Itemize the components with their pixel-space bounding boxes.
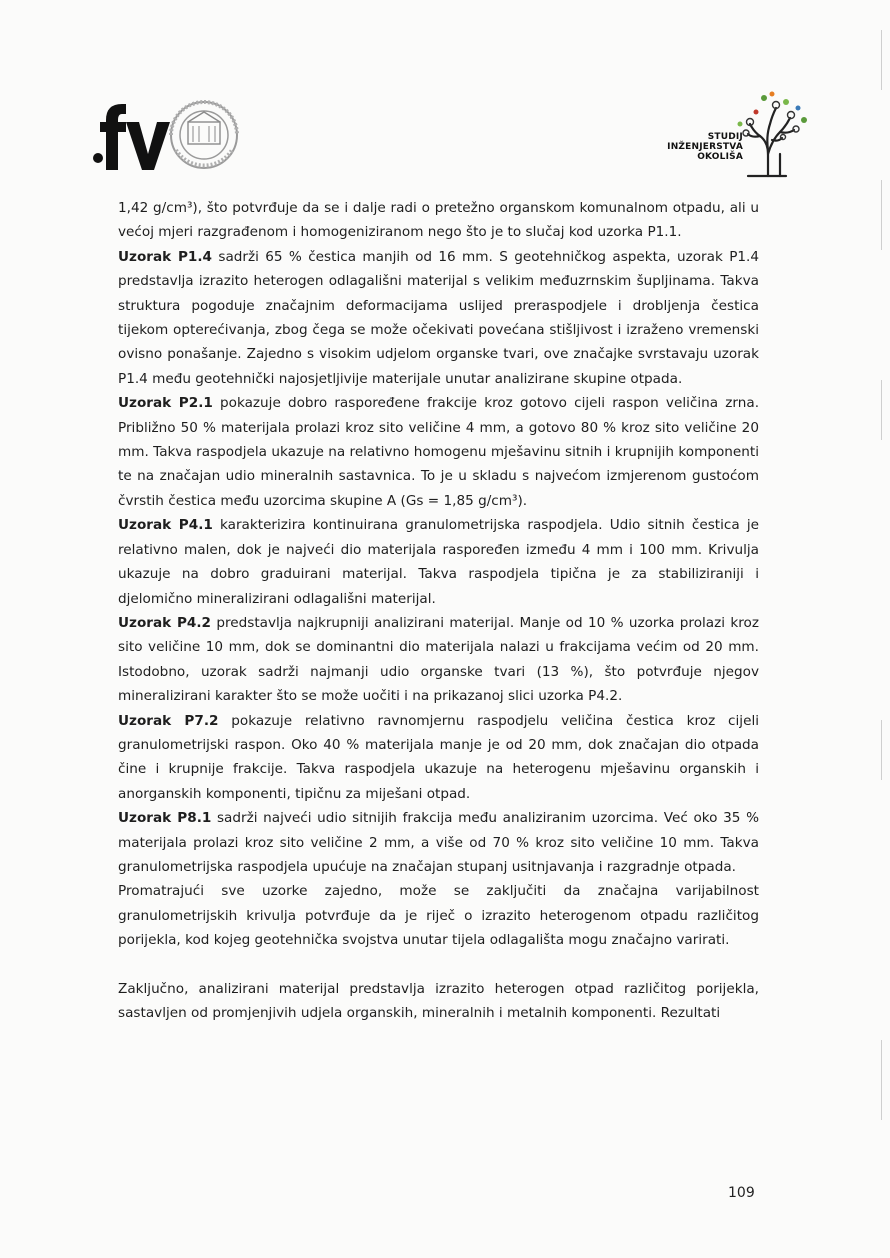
paragraph-text: pokazuje relativno ravnomjernu raspodjelu veličina čestica kroz cijeli granulometrijski raspon. Oko 40 % materijala manje je od 20 mm, dok značajan dio otpada čine i krupnije frakcije. Takva raspodjela ukazuje na heterogenu mješavinu organskih i anorganskih komponenti, tipičnu za miješani otpad. — [118, 712, 760, 802]
sample-label: Uzorak P4.2 — [118, 614, 211, 631]
logo-line-2: INŽENJERSTVA — [667, 142, 743, 152]
scan-edge-artifact — [881, 30, 882, 90]
sample-label: Uzorak P1.4 — [118, 248, 213, 265]
sample-label: Uzorak P2.1 — [118, 395, 213, 412]
tree-icon — [668, 84, 818, 179]
scan-edge-artifact — [881, 720, 882, 780]
paragraph-text: pokazuje dobro raspoređene frakcije kroz gotovo cijeli raspon veličina zrna. Približno 50 % materijala prolazi kroz sito veličine 4 mm, a gotovo 80 % kroz sito veličine 20 mm. Takva raspodjela ukazuje na relativno homogenu mješavinu sitnih i krupnijih komponenti te na značajan udio mineralnih sastavnica. To je u skladu s najvećom izmjerenom gustoćom čvrstih čestica među uzorcima skupine A (Gs = 1,85 g/cm³). — [118, 395, 760, 509]
paragraph — [118, 977, 759, 1026]
program-logo — [668, 84, 818, 179]
paragraph-text: sadrži 65 % čestica manjih od 16 mm. S geotehničkog aspekta, uzorak P1.4 predstavlja izrazito heterogen odlagališni materijal s velikim međuzrnskim šupljinama. Takva struktura pogoduje značajnim deformacijama uslijed preraspodjele i drobljenja čestica tijekom opterećivanja, zbog čega se može očekivati povećana stišljivost i izraženo vremenski ovisno ponašanje. Zajedno s visokim udjelom organske tvari, ove značajke svrstavaju uzorak P1.4 među geotehnički najosjetljivije materijale unutar analizirane skupine otpada. — [118, 248, 760, 387]
fv-letters — [93, 104, 170, 170]
faculty-logo — [92, 96, 240, 174]
logo-line-1: STUDIJ — [707, 132, 743, 142]
paragraph — [118, 709, 759, 807]
sample-label: Uzorak P7.2 — [118, 712, 219, 729]
paragraph — [118, 513, 759, 611]
paragraph-text: Promatrajući sve uzorke zajedno, može se zaključiti da značajna varijabilnost granulometrijskih krivulja potvrđuje da je riječ o izrazito heterogenom otpadu različitog porijekla, kod kojeg geotehnička svojstva unutar tijela odlagališta mogu značajno varirati. — [118, 883, 759, 949]
paragraph-text: sadrži najveći udio sitnijih frakcija među analiziranim uzorcima. Već oko 35 % materijala prolazi kroz sito veličine 2 mm, a više od 70 % kroz sito veličine 10 mm. Takva granulometrijska raspodjela upućuje na značajan stupanj usitnjavanja i razgradnje otpada. — [118, 810, 759, 875]
paragraph — [118, 611, 759, 709]
paragraph — [118, 391, 759, 513]
body-text — [118, 196, 759, 1025]
paragraph — [118, 245, 759, 391]
paragraph — [118, 196, 759, 245]
scan-edge-artifact — [881, 380, 882, 440]
scan-edge-artifact — [881, 1040, 882, 1120]
university-seal — [171, 102, 237, 168]
paragraph-text: predstavlja najkrupniji analizirani materijal. Manje od 10 % uzorka prolazi kroz sito veličine 10 mm, dok se dominantni dio materijala nalazi u frakcijama većim od 20 mm. Istodobno, uzorak sadrži najmanji udio organske tvari (13 %), što potvrđuje njegov mineralizirani karakter što se može uočiti i na prikazanoj slici uzorka P4.2. — [118, 614, 759, 705]
sample-label: Uzorak P4.1 — [118, 517, 213, 534]
sample-label: Uzorak P8.1 — [118, 810, 212, 827]
paragraph-text: karakterizira kontinuirana granulometrijska raspodjela. Udio sitnih čestica je relativno malen, dok je najveći dio materijala raspoređen između 4 mm i 100 mm. Krivulja ukazuje na dobro graduirani materijal. Takva raspodjela tipična je za stabiliziraniji i djelomično mineralizirani odlagališni materijal. — [118, 517, 760, 607]
paragraph-text: 1,42 g/cm³), što potvrđuje da se i dalje radi o pretežno organskom komunalnom otpadu, ali u većoj mjeri razgrađenom i homogeniziranom nego što je to slučaj kod uzorka P1.1. — [118, 200, 759, 241]
paragraph — [118, 879, 759, 952]
page-number: 109 — [728, 1185, 755, 1201]
logo-line-3: OKOLIŠA — [697, 152, 743, 162]
scan-edge-artifact — [881, 180, 882, 250]
paragraph — [118, 806, 759, 879]
paragraph-text: Zaključno, analizirani materijal predstavlja izrazito heterogen otpad različitog porijekla, sastavljen od promjenjivih udjela organskih, mineralnih i metalnih komponenti. Rezultati — [118, 980, 759, 1021]
